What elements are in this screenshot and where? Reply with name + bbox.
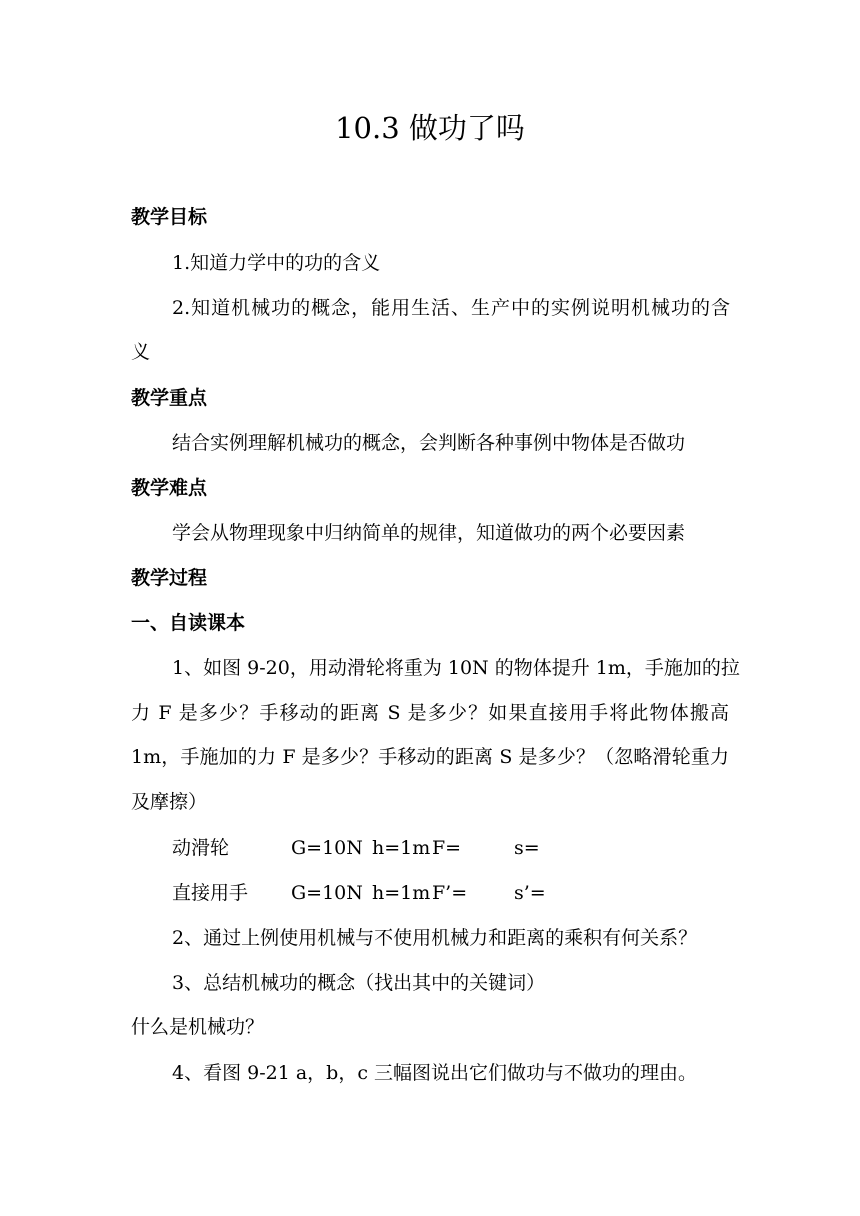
question-1-line-4: 及摩擦） [131, 791, 208, 813]
goal-item-2-continued: 义 [131, 341, 151, 363]
key-points-text: 结合实例理解机械功的概念，会判断各种事例中物体是否做功 [172, 432, 686, 454]
key-points-heading: 教学重点 [131, 387, 208, 409]
goal-item-1: 1.知道力学中的功的含义 [172, 252, 381, 274]
question-3: 3、总结机械功的概念（找出其中的关键词） [172, 972, 546, 994]
question-4: 4、看图 9-21 a，b，c 三幅图说出它们做功与不做功的理由。 [172, 1062, 698, 1084]
question-1-line-2: 力 F 是多少？手移动的距离 S 是多少？如果直接用手将此物体搬高 [131, 702, 729, 724]
goal-item-2: 2.知道机械功的概念，能用生活、生产中的实例说明机械功的含 [172, 297, 730, 319]
goals-heading: 教学目标 [131, 206, 208, 228]
row1-label: 动滑轮 [172, 837, 230, 859]
question-2: 2、通过上例使用机械与不使用机械力和距离的乘积有何关系？ [172, 927, 698, 949]
row1-weight: G=10N [291, 837, 363, 859]
row1-distance: s= [514, 837, 540, 859]
difficult-points-text: 学会从物理现象中归纳简单的规律，知道做功的两个必要因素 [172, 522, 686, 544]
process-heading: 教学过程 [131, 567, 208, 589]
row2-weight: G=10N [291, 882, 363, 904]
row1-height: h=1m [372, 837, 431, 859]
part1-heading: 一、自读课本 [131, 612, 246, 634]
row2-distance: s’= [514, 882, 546, 904]
row2-label: 直接用手 [172, 882, 249, 904]
row2-height: h=1m [372, 882, 431, 904]
question-1-line-1: 1、如图 9-20，用动滑轮将重为 10N 的物体提升 1m，手施加的拉 [172, 657, 740, 679]
document-title: 10.3 做功了吗 [335, 111, 525, 145]
difficult-points-heading: 教学难点 [131, 477, 208, 499]
row1-force: F= [432, 837, 462, 859]
question-3-sub: 什么是机械功？ [131, 1016, 265, 1038]
question-1-line-3: 1m，手施加的力 F 是多少？手移动的距离 S 是多少？（忽略滑轮重力 [131, 746, 729, 768]
row2-force: F’= [432, 882, 468, 904]
